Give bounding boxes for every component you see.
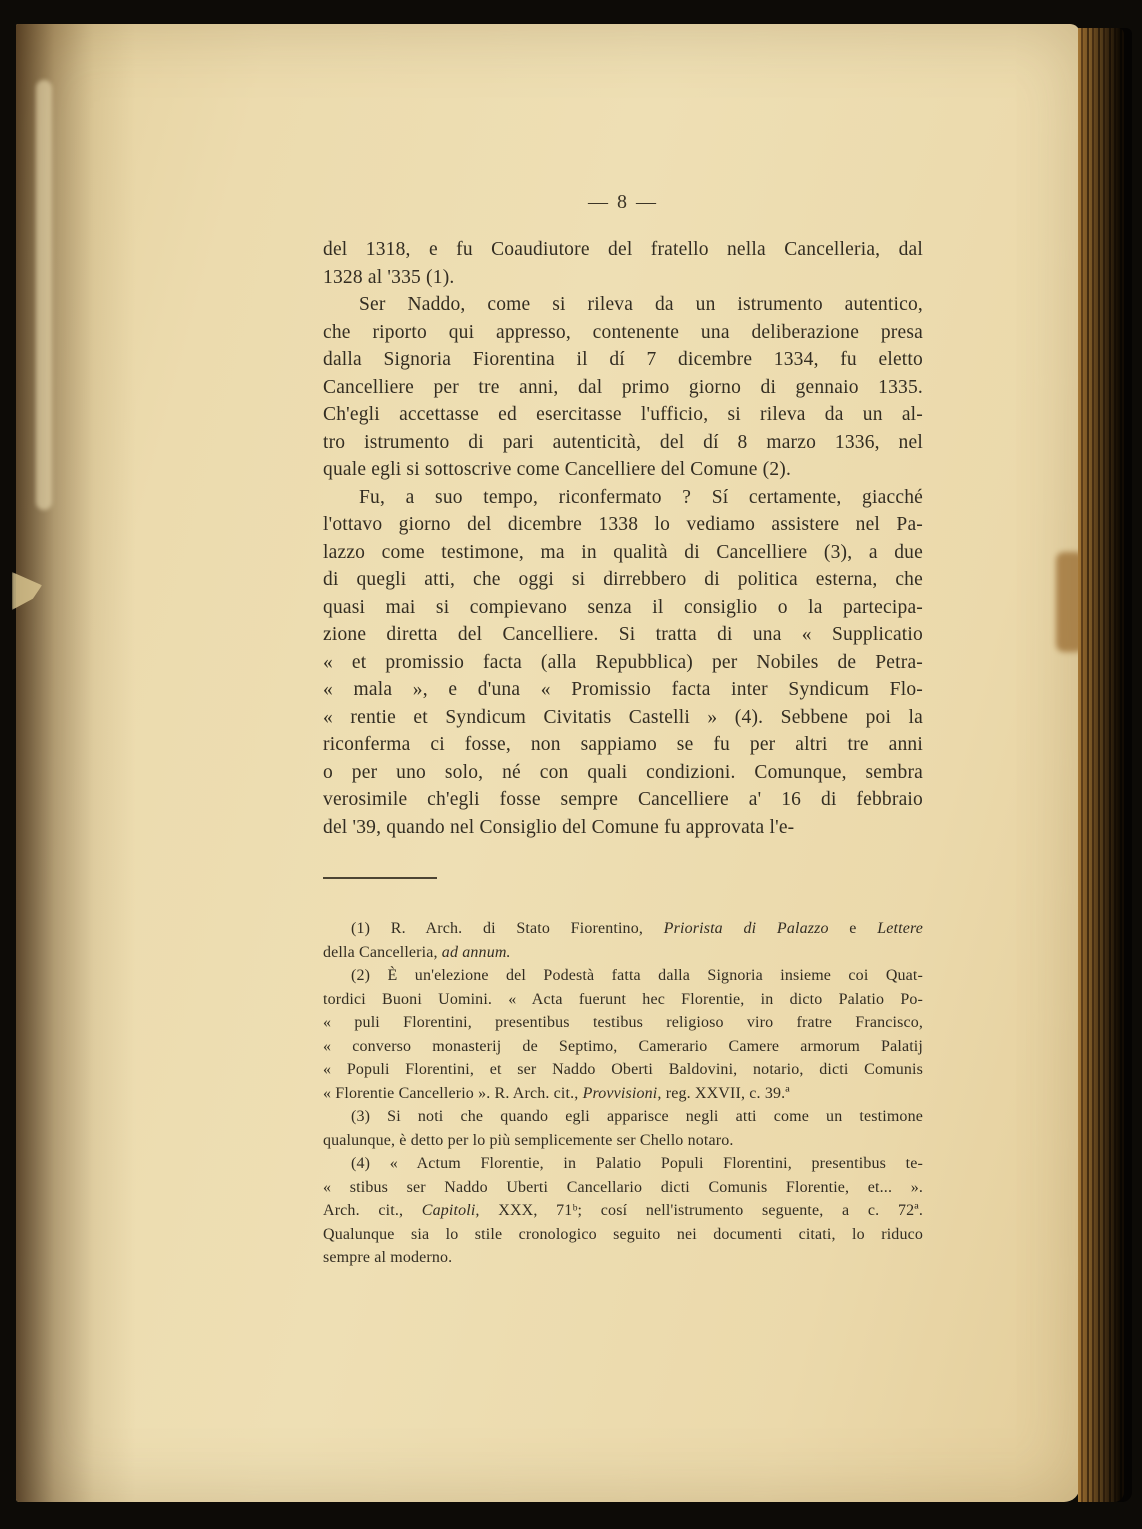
page-edge-stack	[1078, 28, 1124, 1502]
body-line: quale egli si sottoscrive come Cancelliere del Comune (2).	[323, 459, 792, 480]
body-line: che riporto qui appresso, contenente una deliberazione presa	[323, 321, 923, 343]
footnote-line: « Florentie Cancellerio ». R. Arch. cit., Provvisioni, reg. XXVII, c. 39.ª	[323, 1084, 790, 1102]
footnote-line: « Populi Florentini, et ser Naddo Oberti Baldovini, notario, dicti Comunis	[323, 1061, 923, 1078]
book-page	[16, 24, 1080, 1502]
body-line: o per uno solo, né con quali condizioni. Comunque, sembra	[323, 761, 923, 783]
body-line: 1328 al '335 (1).	[323, 266, 455, 288]
footnote-line: tordici Buoni Uomini. « Acta fuerunt hec Florentie, in dicto Palatio Po-	[323, 990, 923, 1008]
body-line: lazzo come testimone, ma in qualità di Cancelliere (3), a due	[323, 541, 923, 563]
body-line: verosimile ch'egli fosse sempre Cancelliere a' 16 di febbraio	[323, 789, 923, 810]
underlying-page-edge	[36, 80, 52, 510]
body-line: « rentie et Syndicum Civitatis Castelli » (4). Sebbene poi la	[323, 706, 923, 728]
footnote-line: (1) R. Arch. di Stato Fiorentino, Priorista di Palazzo e Lettere	[351, 920, 924, 937]
footnote-line: « converso monasterij de Septimo, Camerario Camere armorum Palatij	[323, 1037, 923, 1055]
footnote-separator	[323, 877, 437, 879]
body-line: l'ottavo giorno del dicembre 1338 lo vediamo assistere nel Pa-	[323, 514, 923, 535]
body-line: « et promissio facta (alla Repubblica) per Nobiles de Petra-	[323, 651, 923, 673]
body-line: riconferma ci fosse, non sappiamo se fu per altri tre anni	[323, 734, 923, 755]
body-line: quasi mai si compievano senza il consiglio o la partecipa-	[323, 596, 923, 618]
body-text	[323, 236, 923, 841]
printed-text-block	[323, 190, 923, 1270]
body-line: Ch'egli accettasse ed esercitasse l'ufficio, si rileva da un al-	[323, 404, 923, 425]
footnotes	[323, 917, 923, 1270]
footnote-line: (3) Si noti che quando egli apparisce negli atti come un testimone	[351, 1108, 923, 1125]
body-line: tro istrumento di pari autenticità, del dí 8 marzo 1336, nel	[323, 431, 923, 453]
footnote-line: della Cancelleria, ad annum.	[323, 943, 511, 961]
body-line: Fu, a suo tempo, riconfermato ? Sí certamente, giacché	[359, 486, 923, 508]
body-line: Ser Naddo, come si rileva da un istrumento autentico,	[359, 294, 923, 315]
binding-gutter-shadow	[16, 24, 136, 1502]
body-line: di quegli atti, che oggi si dirrebbero di politica esterna, che	[323, 569, 923, 590]
footnote-line: sempre al moderno.	[323, 1249, 453, 1266]
body-line: del 1318, e fu Coaudiutore del fratello nella Cancelleria, dal	[323, 239, 923, 260]
footnote-line: Arch. cit., Capitoli, XXX, 71ᵇ; cosí nell'istrumento seguente, a c. 72ª.	[323, 1202, 923, 1219]
body-line: dalla Signoria Fiorentina il dí 7 dicembre 1334, fu eletto	[323, 349, 923, 370]
page-number: — 8 —	[588, 191, 658, 213]
body-line: zione diretta del Cancelliere. Si tratta di una « Supplicatio	[323, 624, 923, 645]
footnote-line: « stibus ser Naddo Uberti Cancellario dicti Comunis Florentie, et... ».	[323, 1178, 923, 1196]
body-line: « mala », e d'una « Promissio facta inter Syndicum Flo-	[323, 679, 923, 700]
body-line: del '39, quando nel Consiglio del Comune fu approvata l'e-	[323, 816, 795, 838]
footnote-line: qualunque, è detto per lo più semplicemente ser Chello notaro.	[323, 1131, 734, 1149]
body-line: Cancelliere per tre anni, dal primo giorno di gennaio 1335.	[323, 376, 923, 398]
footnote-line: « puli Florentini, presentibus testibus religioso viro fratre Francisco,	[323, 1014, 923, 1031]
footnote-line: (2) È un'elezione del Podestà fatta dalla Signoria insieme coi Quat-	[351, 967, 923, 984]
footnote-line: (4) « Actum Florentie, in Palatio Populi Florentini, presentibus te-	[351, 1155, 923, 1172]
footnote-line: Qualunque sia lo stile cronologico seguito nei documenti citati, lo riduco	[323, 1225, 923, 1243]
